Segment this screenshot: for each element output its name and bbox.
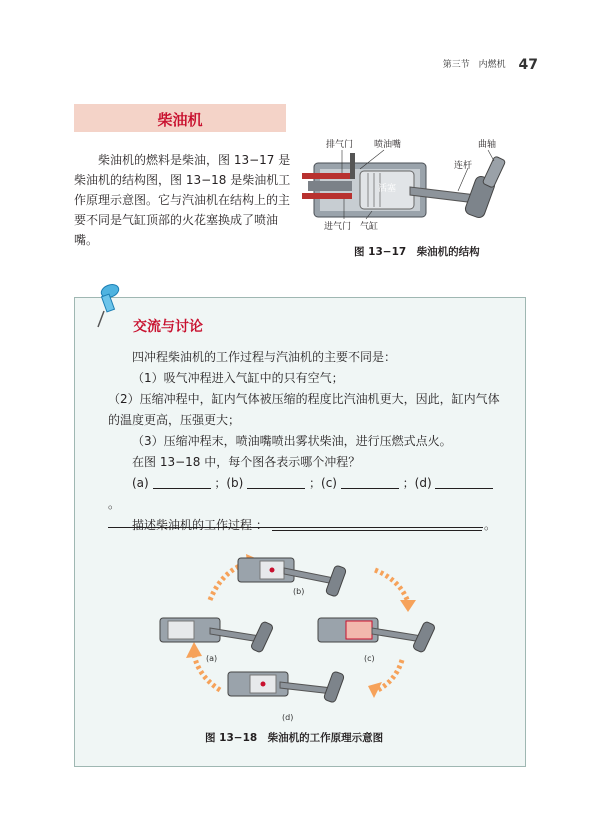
discussion-title: 交流与讨论 bbox=[133, 319, 203, 335]
running-header bbox=[443, 57, 538, 73]
engine-a bbox=[160, 618, 274, 653]
blank-c-label: ；(c) bbox=[309, 476, 337, 490]
label-crankshaft: 曲轴 bbox=[478, 140, 497, 150]
discussion-question: 在图 13−18 中，每个图各表示哪个冲程？ bbox=[132, 455, 361, 469]
cycle-arrow-icon bbox=[378, 660, 402, 690]
label-connecting-rod: 连杆 bbox=[454, 161, 473, 171]
page-number: 47 bbox=[518, 57, 538, 73]
label-intake-valve: 进气门 bbox=[324, 222, 352, 232]
blank-a-field[interactable] bbox=[153, 476, 211, 489]
engine-d bbox=[228, 671, 345, 703]
cycle-arrow-icon bbox=[400, 600, 416, 612]
label-cylinder: 气缸 bbox=[360, 222, 379, 232]
blank-b-label: ；(b) bbox=[214, 476, 244, 490]
discussion-intro: 四冲程柴油机的工作过程与汽油机的主要不同是： bbox=[132, 350, 397, 364]
describe-prompt: 描述柴油机的工作过程 ： bbox=[132, 518, 268, 532]
engine-c bbox=[318, 618, 436, 653]
blank-d-field[interactable] bbox=[435, 476, 493, 489]
diesel-cycle-figure bbox=[150, 540, 450, 730]
cycle-arrow-icon bbox=[375, 570, 408, 602]
discussion-point-1: （1）吸气冲程进入气缸中的只有空气； bbox=[132, 371, 344, 385]
section-heading-bar bbox=[74, 104, 286, 132]
sublabel-a: (a) bbox=[206, 654, 218, 663]
pushpin-icon bbox=[92, 281, 122, 331]
blank-c-field[interactable] bbox=[341, 476, 399, 489]
header-section: 第三节 bbox=[442, 60, 470, 70]
header-topic: 内燃机 bbox=[478, 60, 506, 70]
discussion-point-2: （2）压缩冲程中，缸内气体被压缩的程度比汽油机更大，因此，缸内气体的温度更高，压强更大； bbox=[108, 392, 500, 427]
discussion-point-3: （3）压缩冲程末，喷油嘴喷出雾状柴油，进行压燃式点火。 bbox=[132, 434, 452, 448]
cycle-arrow-icon bbox=[186, 642, 202, 658]
describe-row bbox=[108, 515, 508, 536]
blank-row-end: 。 bbox=[108, 497, 121, 511]
figure17-caption: 图 13−17 柴油机的结构 bbox=[354, 246, 480, 258]
label-exhaust-valve: 排气门 bbox=[326, 140, 354, 150]
intro-paragraph: 柴油机的燃料是柴油，图 13−17 是柴油机的结构图，图 13−18 是柴油机工作原理示意图。它与汽油机在结构上的主要不同是气缸顶部的火花塞换成了喷油嘴。 bbox=[74, 153, 291, 247]
sublabel-c: (c) bbox=[364, 654, 375, 663]
label-injector: 喷油嘴 bbox=[374, 140, 402, 150]
section-title: 柴油机 bbox=[157, 111, 203, 129]
figure18-caption: 图 13−18 柴油机的工作原理示意图 bbox=[205, 732, 384, 744]
blank-a-label: (a) bbox=[132, 476, 149, 490]
sublabel-b: (b) bbox=[293, 587, 305, 596]
blank-d-label: ；(d) bbox=[402, 476, 432, 490]
answer-line[interactable] bbox=[108, 527, 483, 528]
blank-b-field[interactable] bbox=[247, 476, 305, 489]
describe-field[interactable] bbox=[272, 518, 482, 531]
answer-line-end: 。 bbox=[484, 518, 497, 532]
discussion-text bbox=[108, 347, 508, 536]
label-piston: 活塞 bbox=[378, 184, 397, 194]
blank-row bbox=[108, 473, 508, 515]
diesel-engine-structure-figure bbox=[300, 133, 520, 243]
sublabel-d: (d) bbox=[282, 713, 294, 722]
